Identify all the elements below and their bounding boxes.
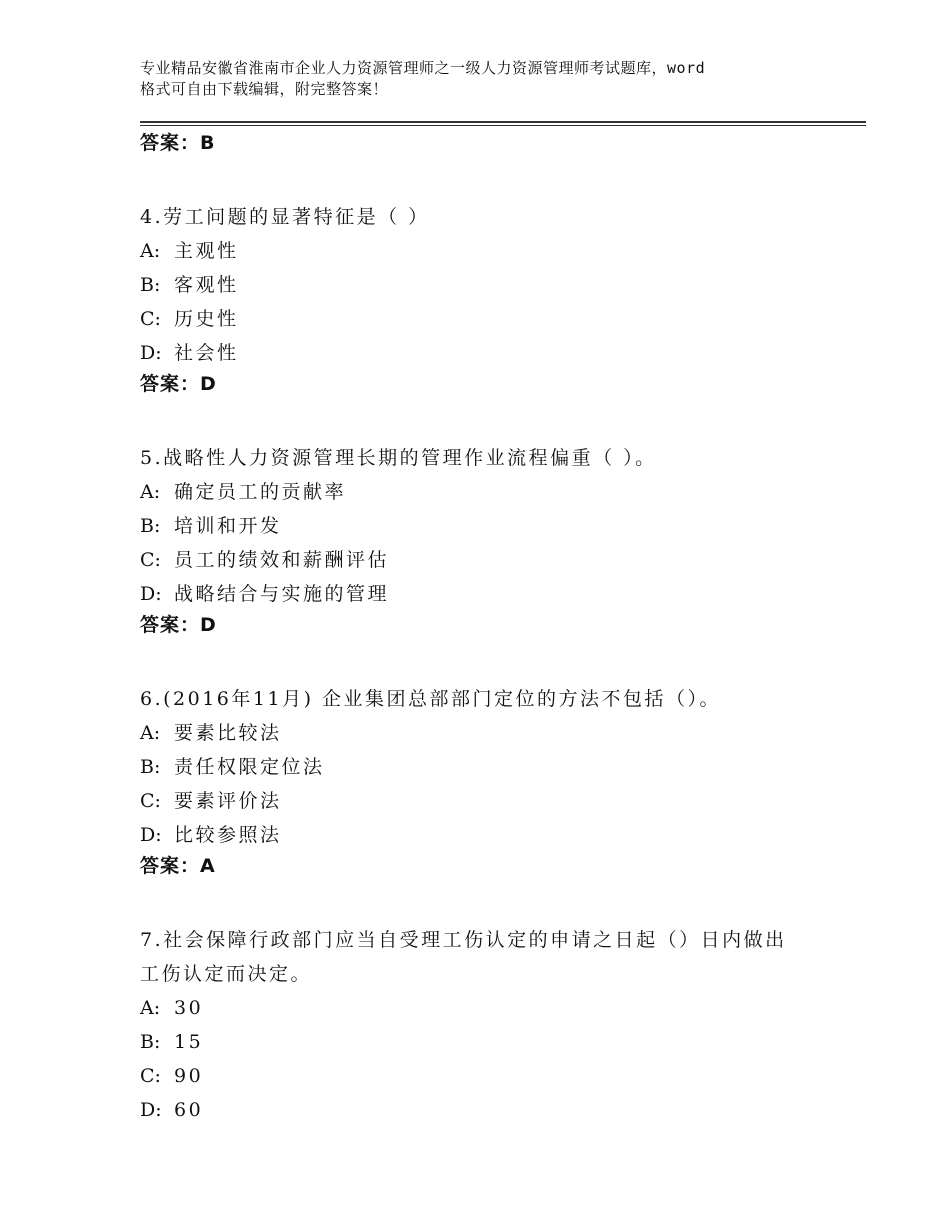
option-letter: D: [140,583,162,605]
option-a [140,716,840,750]
option-text: 15 [174,1031,204,1053]
answer: 答案：D [140,614,217,636]
option-b [140,750,840,784]
option-letter: D: [140,824,162,846]
option-text: 客观性 [174,274,239,296]
option-letter: A: [140,722,161,744]
question-text: 4.劳工问题的显著特征是（ ） [140,206,430,228]
answer-previous: 答案：B [140,132,216,154]
answer: 答案：A [140,855,216,877]
option-a [140,234,840,268]
option-letter: C: [140,549,161,571]
option-text: 30 [174,997,204,1019]
question-text: 6.(2016年11月) 企业集团总部部门定位的方法不包括（）。 [140,688,722,710]
option-c [140,302,840,336]
header-line-1: 专业精品安徽省淮南市企业人力资源管理师之一级人力资源管理师考试题库，word [140,59,706,77]
header-divider-thick [140,121,866,123]
question-text-line-1: 7.社会保障行政部门应当自受理工伤认定的申请之日起（）日内做出 [140,929,787,951]
option-b [140,509,840,543]
header-divider-thin [140,125,866,126]
option-letter: C: [140,308,161,330]
document-header [140,58,840,100]
option-a [140,475,840,509]
option-text: 社会性 [174,342,239,364]
option-text: 要素评价法 [174,790,282,812]
option-d [140,336,840,370]
option-text: 培训和开发 [174,515,282,537]
option-letter: A: [140,481,161,503]
option-text: 确定员工的贡献率 [174,481,347,503]
option-b [140,268,840,302]
option-letter: C: [140,790,161,812]
option-letter: A: [140,997,161,1019]
option-text: 历史性 [174,308,239,330]
option-text: 要素比较法 [174,722,282,744]
option-letter: C: [140,1065,161,1087]
option-d [140,577,840,611]
option-letter: D: [140,1099,162,1121]
option-b [140,1025,840,1059]
option-c [140,1059,840,1093]
question-5 [140,441,840,639]
option-text: 战略结合与实施的管理 [174,583,390,605]
option-letter: B: [140,515,161,537]
option-text: 员工的绩效和薪酬评估 [174,549,390,571]
question-7 [140,923,840,1127]
option-a [140,991,840,1025]
option-d [140,1093,840,1127]
option-letter: D: [140,342,162,364]
option-letter: B: [140,1031,161,1053]
option-text: 比较参照法 [174,824,282,846]
option-letter: B: [140,756,161,778]
option-letter: B: [140,274,161,296]
header-line-2: 格式可自由下载编辑，附完整答案！ [140,80,389,98]
question-text-line-2: 工伤认定而决定。 [140,963,313,985]
question-list [140,129,840,1127]
option-text: 主观性 [174,240,239,262]
question-6 [140,682,840,880]
option-c [140,543,840,577]
question-text: 5.战略性人力资源管理长期的管理作业流程偏重（ ）。 [140,447,657,469]
question-4 [140,200,840,398]
option-c [140,784,840,818]
option-text: 90 [174,1065,204,1087]
option-letter: A: [140,240,161,262]
option-text: 责任权限定位法 [174,756,325,778]
option-d [140,818,840,852]
answer: 答案：D [140,373,217,395]
option-text: 60 [174,1099,204,1121]
